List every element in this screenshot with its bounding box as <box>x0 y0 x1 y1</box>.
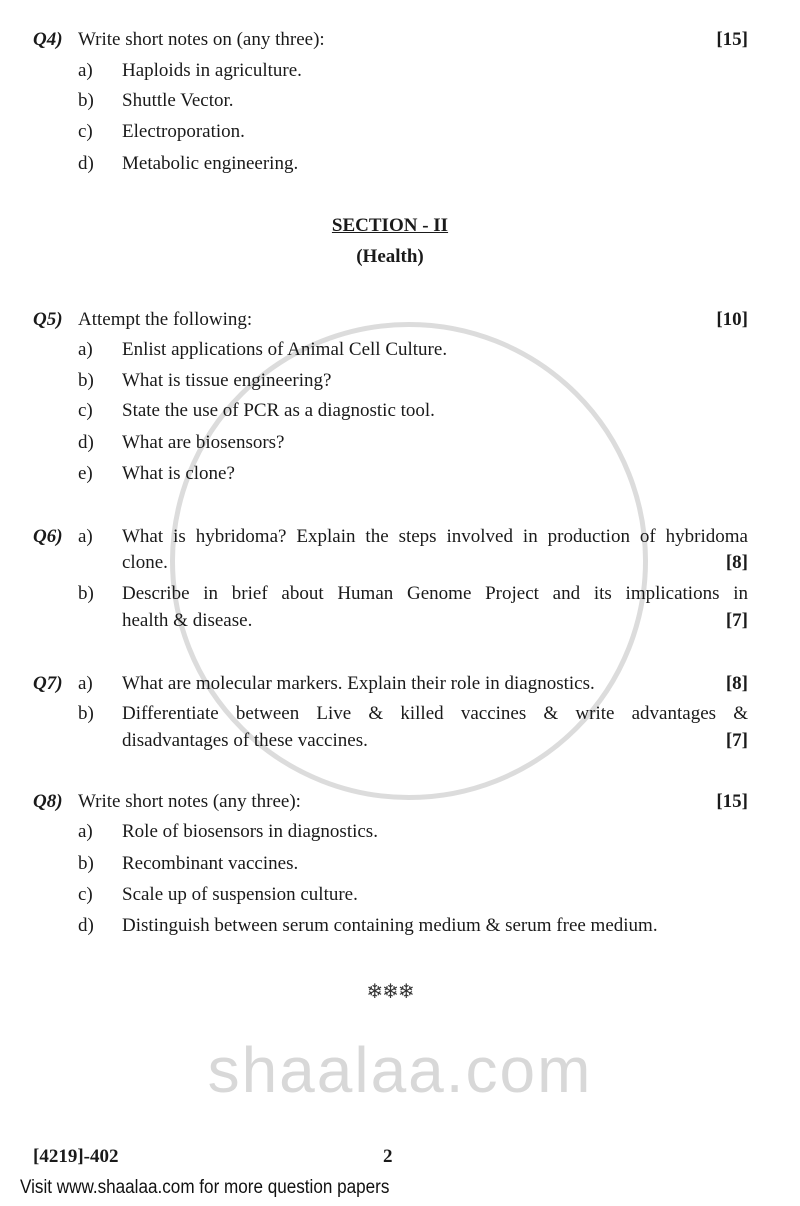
q8-item: Scale up of suspension culture. <box>122 884 358 905</box>
q5-item: What is clone? <box>122 463 235 484</box>
q6b-text-line1: Describe in brief about Human Genome Project and its implications in <box>122 583 748 604</box>
q4-label: Q4) <box>33 29 63 50</box>
q7-label: Q7) <box>33 673 63 694</box>
q4-item-marker: a) <box>78 60 93 81</box>
end-mark-snowflake-icons: ❄❄❄ <box>366 979 414 1003</box>
q6a-marks: [8] <box>725 552 748 573</box>
q8-text: Write short notes (any three): <box>78 791 301 812</box>
q6-label: Q6) <box>33 526 63 547</box>
q5-item: Enlist applications of Animal Cell Culture. <box>122 339 448 360</box>
q7a-text: What are molecular markers. Explain their role in diagnostics. <box>122 673 595 694</box>
footer-paper-code: [4219]-402 <box>33 1146 119 1167</box>
section-title: SECTION - II <box>331 215 449 236</box>
q8-item: Role of biosensors in diagnostics. <box>122 821 378 842</box>
q4-item-marker: b) <box>78 90 94 111</box>
q6b-text-line2: health & disease. <box>122 610 253 631</box>
q4-item: Metabolic engineering. <box>122 153 299 174</box>
q8-marks: [15] <box>716 791 748 812</box>
q7b-marks: [7] <box>725 730 748 751</box>
q8-item-marker: c) <box>78 884 93 905</box>
q5-item-marker: b) <box>78 370 94 391</box>
q5-label: Q5) <box>33 309 63 330</box>
q8-item: Distinguish between serum containing medium & serum free medium. <box>122 915 658 936</box>
q4-item-marker: d) <box>78 153 94 174</box>
q5-marks: [10] <box>716 309 748 330</box>
q5-item: What is tissue engineering? <box>122 370 332 391</box>
watermark-text: shaalaa.com <box>207 1034 593 1106</box>
q7b-marker: b) <box>78 703 94 724</box>
q8-item: Recombinant vaccines. <box>122 853 299 874</box>
q8-label: Q8) <box>33 791 63 812</box>
q8-item-marker: d) <box>78 915 94 936</box>
q4-item: Shuttle Vector. <box>122 90 234 111</box>
q8-item-marker: b) <box>78 853 94 874</box>
q5-item-marker: c) <box>78 400 93 421</box>
q7b-text-line2: disadvantages of these vaccines. <box>122 730 368 751</box>
footer-page-number: 2 <box>383 1146 393 1167</box>
q4-text: Write short notes on (any three): <box>78 29 325 50</box>
q5-item-marker: d) <box>78 432 94 453</box>
q4-item: Haploids in agriculture. <box>122 60 302 81</box>
q5-text: Attempt the following: <box>78 309 253 330</box>
q7b-text-line1: Differentiate between Live & killed vaccines & write advantages & <box>122 703 748 724</box>
footer-visit-link[interactable]: Visit www.shaalaa.com for more question papers <box>20 1177 390 1198</box>
q5-item-marker: e) <box>78 463 93 484</box>
q7a-marks: [8] <box>725 673 748 694</box>
q6b-marker: b) <box>78 583 94 604</box>
q6a-text-line2: clone. <box>122 552 168 573</box>
q8-item-marker: a) <box>78 821 93 842</box>
q6a-marker: a) <box>78 526 93 547</box>
q4-item: Electroporation. <box>122 121 245 142</box>
q5-item-marker: a) <box>78 339 93 360</box>
q6b-marks: [7] <box>725 610 748 631</box>
q4-item-marker: c) <box>78 121 93 142</box>
q4-marks: [15] <box>716 29 748 50</box>
q5-item: What are biosensors? <box>122 432 285 453</box>
section-subtitle: (Health) <box>356 246 424 267</box>
q7a-marker: a) <box>78 673 93 694</box>
q5-item: State the use of PCR as a diagnostic tool. <box>122 400 435 421</box>
q6a-text-line1: What is hybridoma? Explain the steps involved in production of hybridoma <box>122 526 748 547</box>
